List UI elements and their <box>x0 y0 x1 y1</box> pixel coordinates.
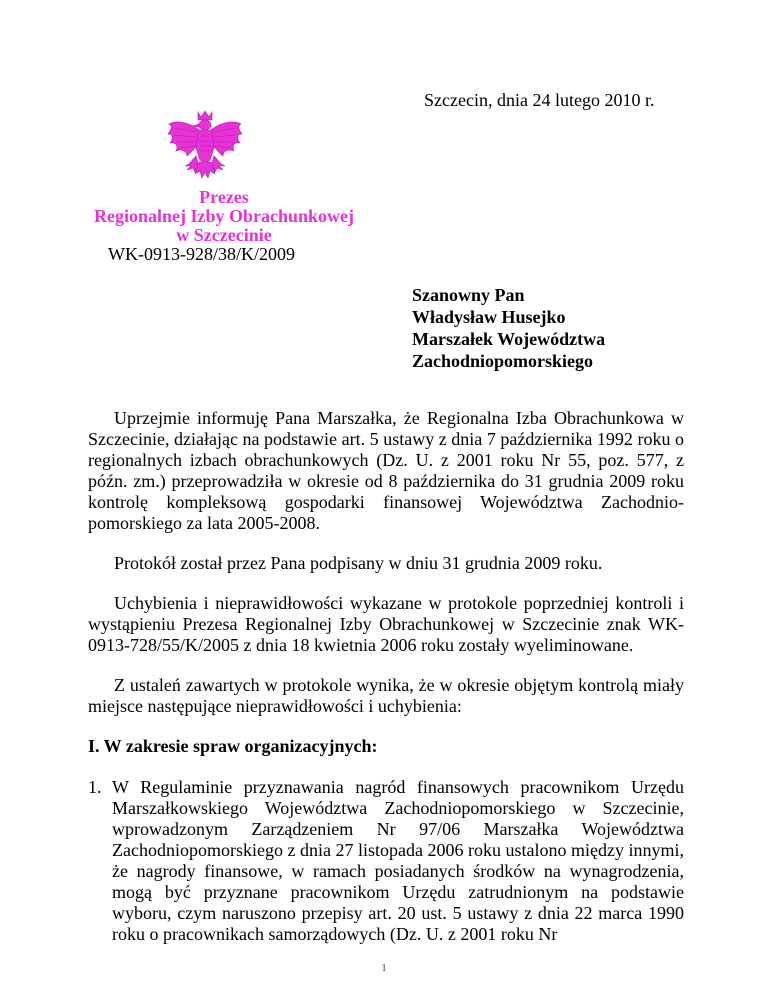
addressee-region: Zachodniopomorskiego <box>412 351 594 371</box>
paragraph-1: Uprzejmie informuję Pana Marszałka, że Regionalna Izba Obrachunkowa w Szczecinie, działając na podstawie art. 5 ustawy z dnia 7 października 1992 roku o regionalnych izbach obrachunkowych (Dz. U. z 2001 roku Nr 55, poz. 577, z późn. zm.) przeprowadziła w okresie od 8 października do 31 grudnia 2009 roku kontrolę kompleksową gospodarki finansowej Województwa Zachodnio-pomorskiego za lata 2005-2008. <box>88 408 684 533</box>
paragraph-4: Z ustaleń zawartych w protokole wynika, że w okresie objętym kontrolą miały miejsce następujące nieprawidłowości i uchybienia: <box>88 675 684 716</box>
polish-eagle-emblem-icon <box>165 108 245 190</box>
addressee-title: Marszałek Województwa <box>412 329 606 349</box>
list-item-text: W Regulaminie przyznawania nagród finansowych pracownikom Urzędu Marszałkowskiego Województwa Zachodniopomorskiego w Szczecinie, wprowadzonym Zarządzeniem Nr 97/06 Marszałka Województwa Zachodniopomorskiego z dnia 27 listopada 2006 roku ustalono między innymi, że nagrody finansowe, w ramach posiadanych środków na wynagrodzenia, mogą być przyznane pracownikom Urzędu zatrudnionym na podstawie wyboru, czym naruszono przepisy art. 20 ust. 5 ustawy z dnia 22 marca 1990 roku o pracownikach samorządowych (Dz. U. z 2001 roku Nr <box>112 777 684 944</box>
addressee-salutation: Szanowny Pan <box>412 285 525 305</box>
list-item <box>88 777 684 945</box>
issuer-line-1: Prezes <box>199 187 249 207</box>
addressee-name: Władysław Husejko <box>412 307 566 327</box>
list-item-number: 1. <box>88 777 102 797</box>
page-number: 1 <box>381 962 387 974</box>
addressee-block <box>412 284 605 372</box>
letter-body <box>88 408 684 945</box>
issuer-block <box>88 188 360 264</box>
reference-number: WK-0913-928/38/K/2009 <box>108 244 295 264</box>
paragraph-3: Uchybienia i nieprawidłowości wykazane w protokole poprzedniej kontroli i wystąpieniu Prezesa Regionalnej Izby Obrachunkowej w Szczecinie znak WK-0913-728/55/K/2005 z dnia 18 kwietnia 2006 roku zostały wyeliminowane. <box>88 593 684 655</box>
issuer-line-3: w Szczecinie <box>176 225 272 245</box>
section-heading: I. W zakresie spraw organizacyjnych: <box>88 736 378 756</box>
date-line: Szczecin, dnia 24 lutego 2010 r. <box>424 90 655 110</box>
issuer-line-2: Regionalnej Izby Obrachunkowej <box>93 206 354 226</box>
paragraph-2: Protokół został przez Pana podpisany w dniu 31 grudnia 2009 roku. <box>114 553 603 573</box>
